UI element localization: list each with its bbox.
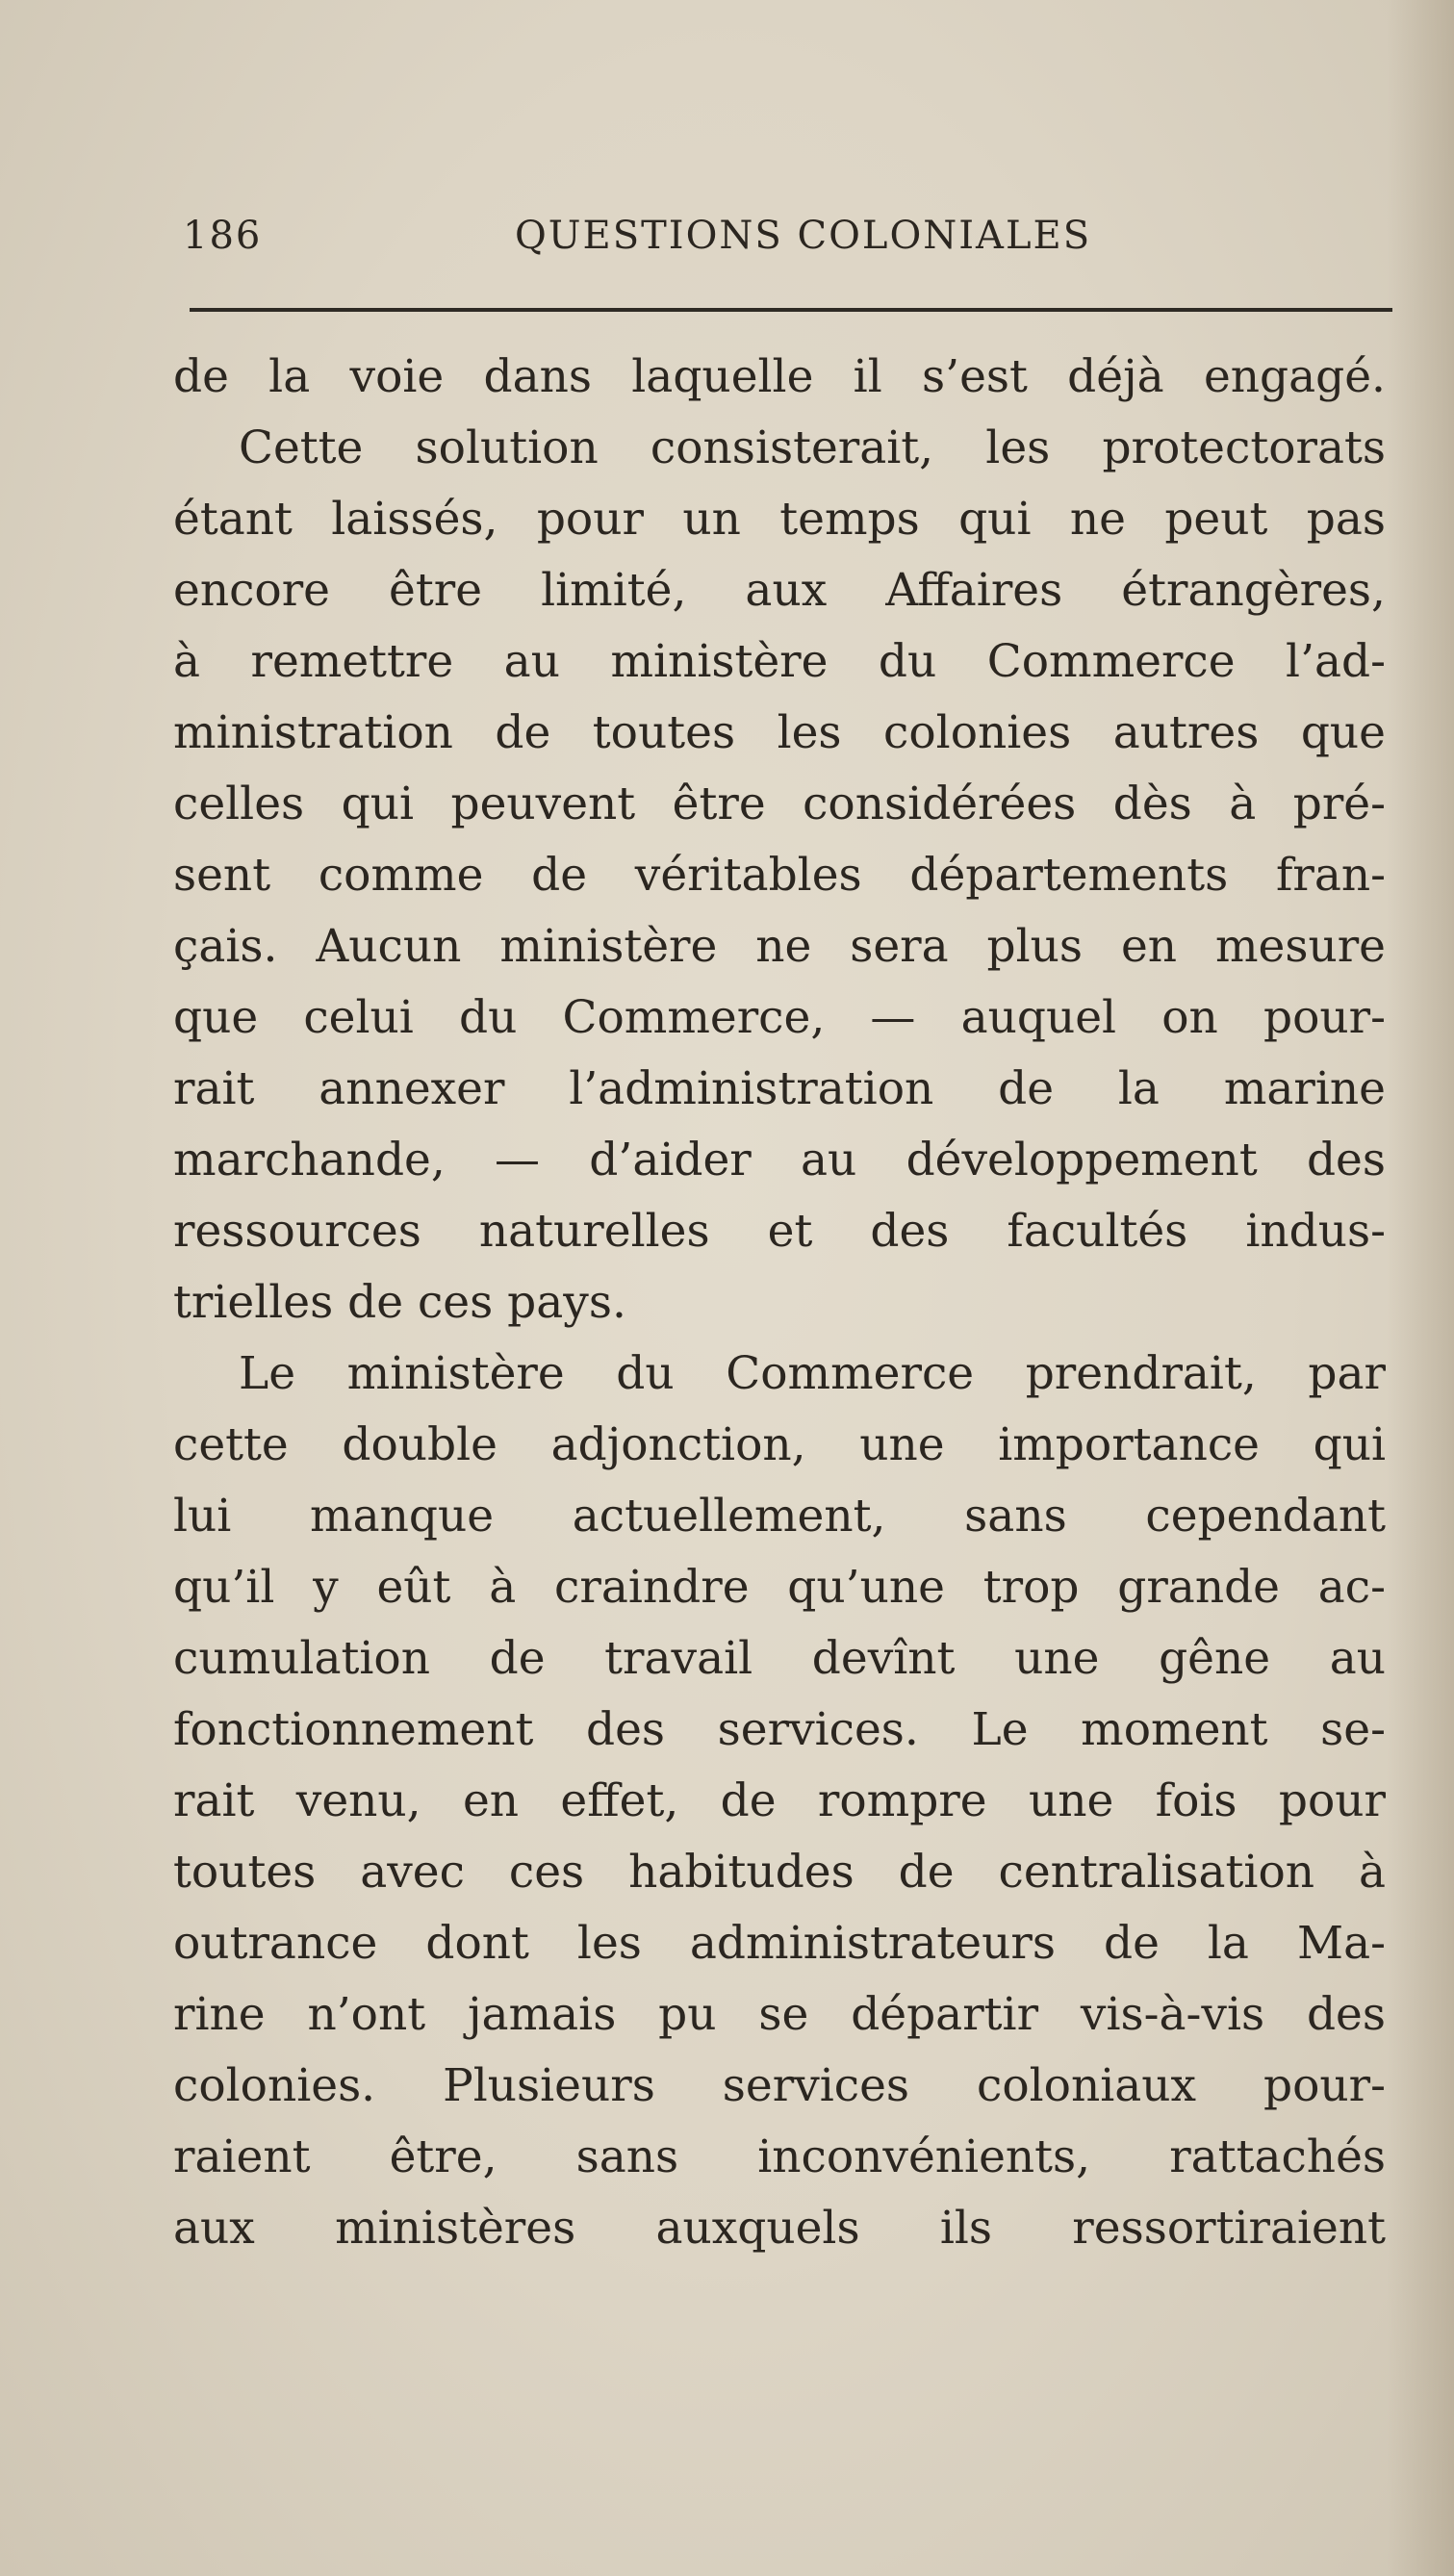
text-line: toutes avec ces habitudes de centralisation à bbox=[173, 1846, 1386, 1899]
running-title: QUESTIONS COLONIALES bbox=[515, 214, 1092, 258]
text-line: marchande, — d’aider au développement des bbox=[173, 1134, 1386, 1186]
text-line: celles qui peuvent être considérées dès à pré- bbox=[173, 778, 1386, 830]
text-line: fonctionnement des services. Le moment se- bbox=[173, 1703, 1386, 1756]
text-line: sent comme de véritables départements fran- bbox=[173, 849, 1386, 902]
text-line: rait annexer l’administration de la marine bbox=[173, 1062, 1386, 1115]
body-text bbox=[173, 342, 1386, 2264]
text-line: outrance dont les administrateurs de la Ma- bbox=[173, 1917, 1386, 1970]
text-line: cumulation de travail devînt une gêne au bbox=[173, 1632, 1386, 1685]
text-line: colonies. Plusieurs services coloniaux pour- bbox=[173, 2059, 1386, 2112]
text-line: Cette solution consisterait, les protectorats bbox=[239, 421, 1386, 474]
text-line: Le ministère du Commerce prendrait, par bbox=[239, 1347, 1386, 1400]
text-line: ressources naturelles et des facultés indus- bbox=[173, 1205, 1386, 1258]
text-line: que celui du Commerce, — auquel on pour- bbox=[173, 991, 1386, 1044]
header-rule bbox=[190, 308, 1392, 312]
text-line: lui manque actuellement, sans cependant bbox=[173, 1490, 1386, 1543]
text-line: cette double adjonction, une importance qui bbox=[173, 1418, 1386, 1471]
page-header bbox=[173, 214, 1395, 271]
text-line: rait venu, en effet, de rompre une fois pour bbox=[173, 1774, 1386, 1827]
text-line: çais. Aucun ministère ne sera plus en mesure bbox=[173, 920, 1386, 973]
text-line: étant laissés, pour un temps qui ne peut pas bbox=[173, 493, 1386, 546]
text-line: rine n’ont jamais pu se départir vis-à-vis des bbox=[173, 1988, 1386, 2041]
text-line: trielles de ces pays. bbox=[173, 1276, 626, 1329]
text-line: à remettre au ministère du Commerce l’ad- bbox=[173, 635, 1386, 688]
text-line: de la voie dans laquelle il s’est déjà engagé. bbox=[173, 350, 1386, 403]
text-line: raient être, sans inconvénients, rattachés bbox=[173, 2130, 1386, 2183]
text-line: encore être limité, aux Affaires étrangères, bbox=[173, 564, 1386, 617]
page-number: 186 bbox=[183, 214, 263, 258]
text-line: qu’il y eût à craindre qu’une trop grande ac- bbox=[173, 1561, 1386, 1614]
text-line: ministration de toutes les colonies autres que bbox=[173, 706, 1386, 759]
page-edge-shadow bbox=[1387, 0, 1454, 2576]
text-line: aux ministères auxquels ils ressortiraient bbox=[173, 2202, 1386, 2255]
